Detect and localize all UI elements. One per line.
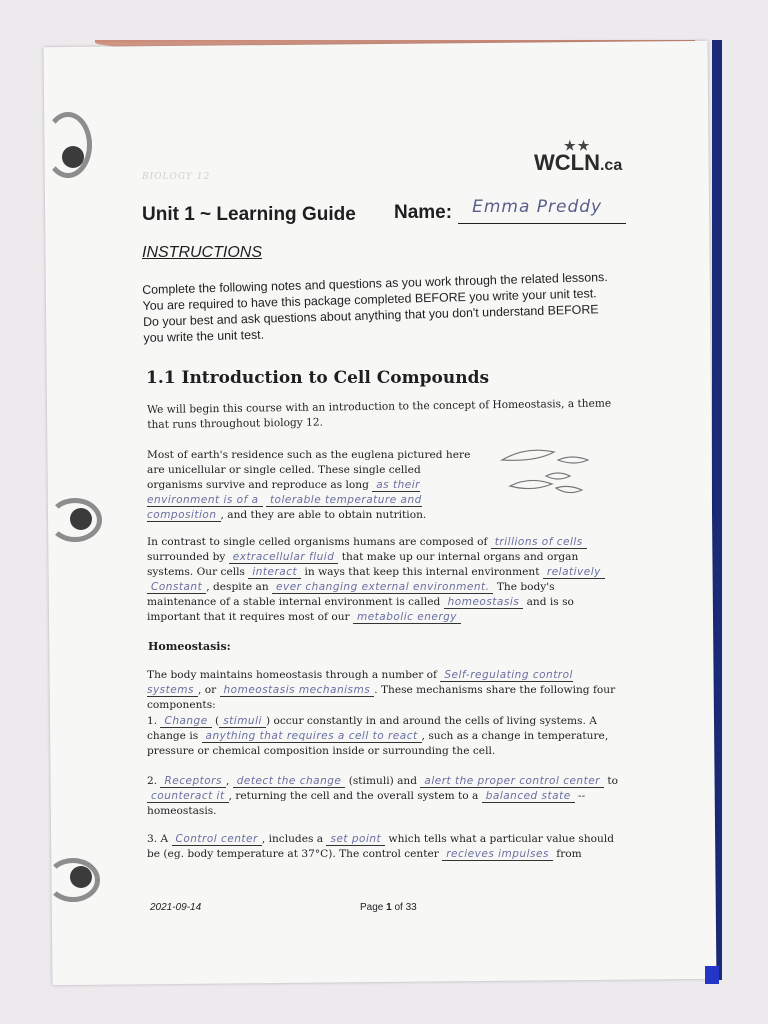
logo-stars-icon: ★★ [564,138,592,153]
handwritten-answer: stimuli [219,715,266,728]
course-tag: BIOLOGY 12 [142,172,211,182]
euglena-illustration [496,440,592,506]
wcln-logo [534,138,623,176]
text: 3. A [147,833,169,845]
page-total: of 33 [394,902,417,913]
text: and is so important that it requires most of our [147,596,574,623]
binder-ring-top [44,112,92,178]
component-2: 2. Receptors , detect the change (stimuli) and alert the proper control center to counteract it , returning the cell and the overall system to a balanced state -- homeostasis. [147,775,618,817]
handwritten-answer: interact [248,566,301,579]
name-label: Name: [394,202,453,223]
text: to [607,775,618,787]
text: 2. [147,775,158,787]
text: In contrast to single celled organisms humans are composed of [147,536,488,548]
handwritten-answer: anything that requires a cell to react [202,730,422,743]
text: ) occur constantly in and around the cells of living systems. A change is [147,715,597,742]
component-3 [147,832,619,862]
handwritten-answer: set point [326,833,385,846]
footer-date: 2021-09-14 [150,902,202,913]
handwritten-answer: relatively [543,566,605,579]
handwritten-answer: extracellular fluid [229,551,339,564]
text: 1. [147,715,158,727]
punch-hole-middle [70,508,92,530]
name-field [394,197,626,224]
handwritten-answer: Constant [147,581,206,594]
text: -- homeostasis. [147,790,586,817]
component-1: 1. Change ( stimuli ) occur constantly in and around the cells of living systems. A change is anything that requires a cell to react , such as a change in temperature, pressure or chemical composition inside or surrounding the cell. [147,715,609,757]
binder-corner [705,966,719,984]
section-title: 1.1 Introduction to Cell Compounds [146,368,490,388]
page-title: Unit 1 ~ Learning Guide [142,204,356,225]
handwritten-answer: Control center [172,833,262,846]
text: , such as a change in temperature, pressure or chemical composition inside or surrounding the cell. [147,730,609,757]
name-line [458,197,626,224]
text: which tells what a particular value should be (eg. body temperature at 37°C). The control center [147,833,615,860]
punch-hole-top [62,146,84,168]
page-number [360,902,417,913]
text: that make up our internal organs and organ systems. Our cells [147,551,579,578]
text: from [556,848,582,860]
handwritten-answer: Self-regulating control systems [147,669,573,696]
paragraph-euglena [147,448,477,523]
text: The body maintains homeostasis through a number of [147,669,437,681]
text: , despite an [206,581,269,593]
handwritten-answer: recieves impulses [442,848,553,861]
handwritten-answer: tolerable temperature and composition [147,494,422,521]
paragraph-intro-text: We will begin this course with an introduction to the concept of Homeostasis, a theme that runs throughout biology 12. [147,397,612,431]
instructions-heading: INSTRUCTIONS [142,244,262,261]
text: , includes a [261,833,324,845]
handwritten-answer: Receptors [160,775,225,788]
handwritten-answer: ever changing external environment. [272,581,493,594]
handwritten-name: Emma Preddy [472,197,603,217]
text: (stimuli) and [348,775,418,787]
page-current: 1 [386,902,392,913]
handwritten-answer: detect the change [233,775,346,788]
logo-suffix: .ca [599,157,623,174]
text: The body's maintenance of a stable internal environment is called [147,581,555,608]
handwritten-answer: trillions of cells [491,536,587,549]
paragraph-mechanisms: The body maintains homeostasis through a number of Self-regulating control systems , or homeostasis mechanisms . These mechanisms share the following four components: [147,669,616,711]
punch-hole-bottom [70,866,92,888]
handwritten-answer: Change [160,715,211,728]
handwritten-answer: alert the proper control center [420,775,604,788]
handwritten-answer: as their environment is of a [147,479,420,506]
text: in ways that keep this internal environment [304,566,540,578]
text: . These mechanisms share the following four components: [147,684,616,711]
handwritten-answer: metabolic energy [353,611,461,624]
logo-text: WCLN [534,150,600,175]
text: , returning the cell and the overall system to a [228,790,479,802]
text: , and they are able to obtain nutrition. [220,509,427,521]
homeostasis-heading: Homeostasis: [148,640,231,653]
paragraph-humans [147,535,619,625]
instructions-body: Complete the following notes and questions as you work through the related lessons. You are required to have this package completed BEFORE you write your unit test. Do your best and ask questions about anything that you don't understand BEFORE you write the unit test. [142,269,608,345]
text: or [204,684,217,696]
handwritten-answer: counteract it [147,790,229,803]
handwritten-answer: balanced state [482,790,575,803]
text: surrounded by [147,551,226,563]
page-prefix: Page [360,902,384,913]
handwritten-answer: homeostasis [444,596,524,609]
handwritten-answer: homeostasis mechanisms [220,684,375,697]
text: Most of earth's residence such as the euglena pictured here are unicellular or single celled. These single celled organisms survive and reproduce as long [147,449,471,491]
